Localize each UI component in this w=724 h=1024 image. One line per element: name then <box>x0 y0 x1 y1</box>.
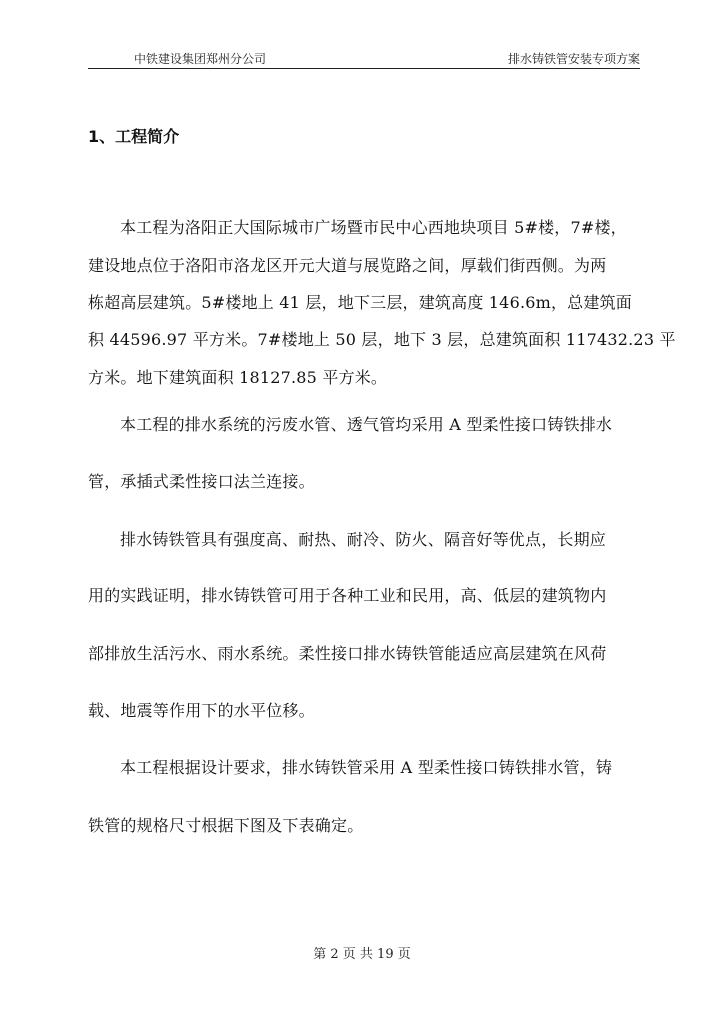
paragraph-line: 管，承插式柔性接口法兰连接。 <box>88 472 315 491</box>
paragraph-drainage-system <box>88 414 640 493</box>
paragraph-line: 本工程为洛阳正大国际城市广场暨市民中心西地块项目 5#楼，7#楼， <box>120 218 627 237</box>
paragraph-design-requirements <box>88 757 640 837</box>
paragraph-line: 建设地点位于洛阳市洛龙区开元大道与展览路之间，厚载们街西侧。为两 <box>88 256 607 275</box>
paragraph-project-overview <box>88 217 676 389</box>
page-number: 第 2 页 共 19 页 <box>313 947 411 962</box>
paragraph-line: 方米。地下建筑面积 18127.85 平方米。 <box>88 368 388 387</box>
paragraph-line: 本工程的排水系统的污废水管、透气管均采用 A 型柔性接口铸铁排水 <box>120 415 613 434</box>
section-title: 1、工程简介 <box>88 127 180 146</box>
paragraph-line: 用的实践证明，排水铸铁管可用于各种工业和民用，高、低层的建筑物内 <box>88 586 607 605</box>
header-company: 中铁建设集团郑州分公司 <box>134 52 267 66</box>
paragraph-line: 载、地震等作用下的水平位移。 <box>88 701 315 720</box>
header-doc-title: 排水铸铁管安装专项方案 <box>507 52 640 66</box>
page-header <box>88 50 640 69</box>
paragraph-line: 部排放生活污水、雨水系统。柔性接口排水铸铁管能适应高层建筑在风荷 <box>88 644 607 663</box>
paragraph-line: 本工程根据设计要求，排水铸铁管采用 A 型柔性接口铸铁排水管，铸 <box>120 758 613 777</box>
paragraph-line: 铁管的规格尺寸根据下图及下表确定。 <box>88 816 364 835</box>
paragraph-line: 积 44596.97 平方米。7#楼地上 50 层，地下 3 层，总建筑面积 117432.23 平 <box>88 330 676 349</box>
paragraph-line: 排水铸铁管具有强度高、耐热、耐冷、防火、隔音好等优点，长期应 <box>120 530 607 549</box>
paragraph-line: 栋超高层建筑。5#楼地上 41 层，地下三层，建筑高度 146.6m，总建筑面 <box>88 293 632 312</box>
paragraph-cast-iron-advantages <box>88 529 640 722</box>
